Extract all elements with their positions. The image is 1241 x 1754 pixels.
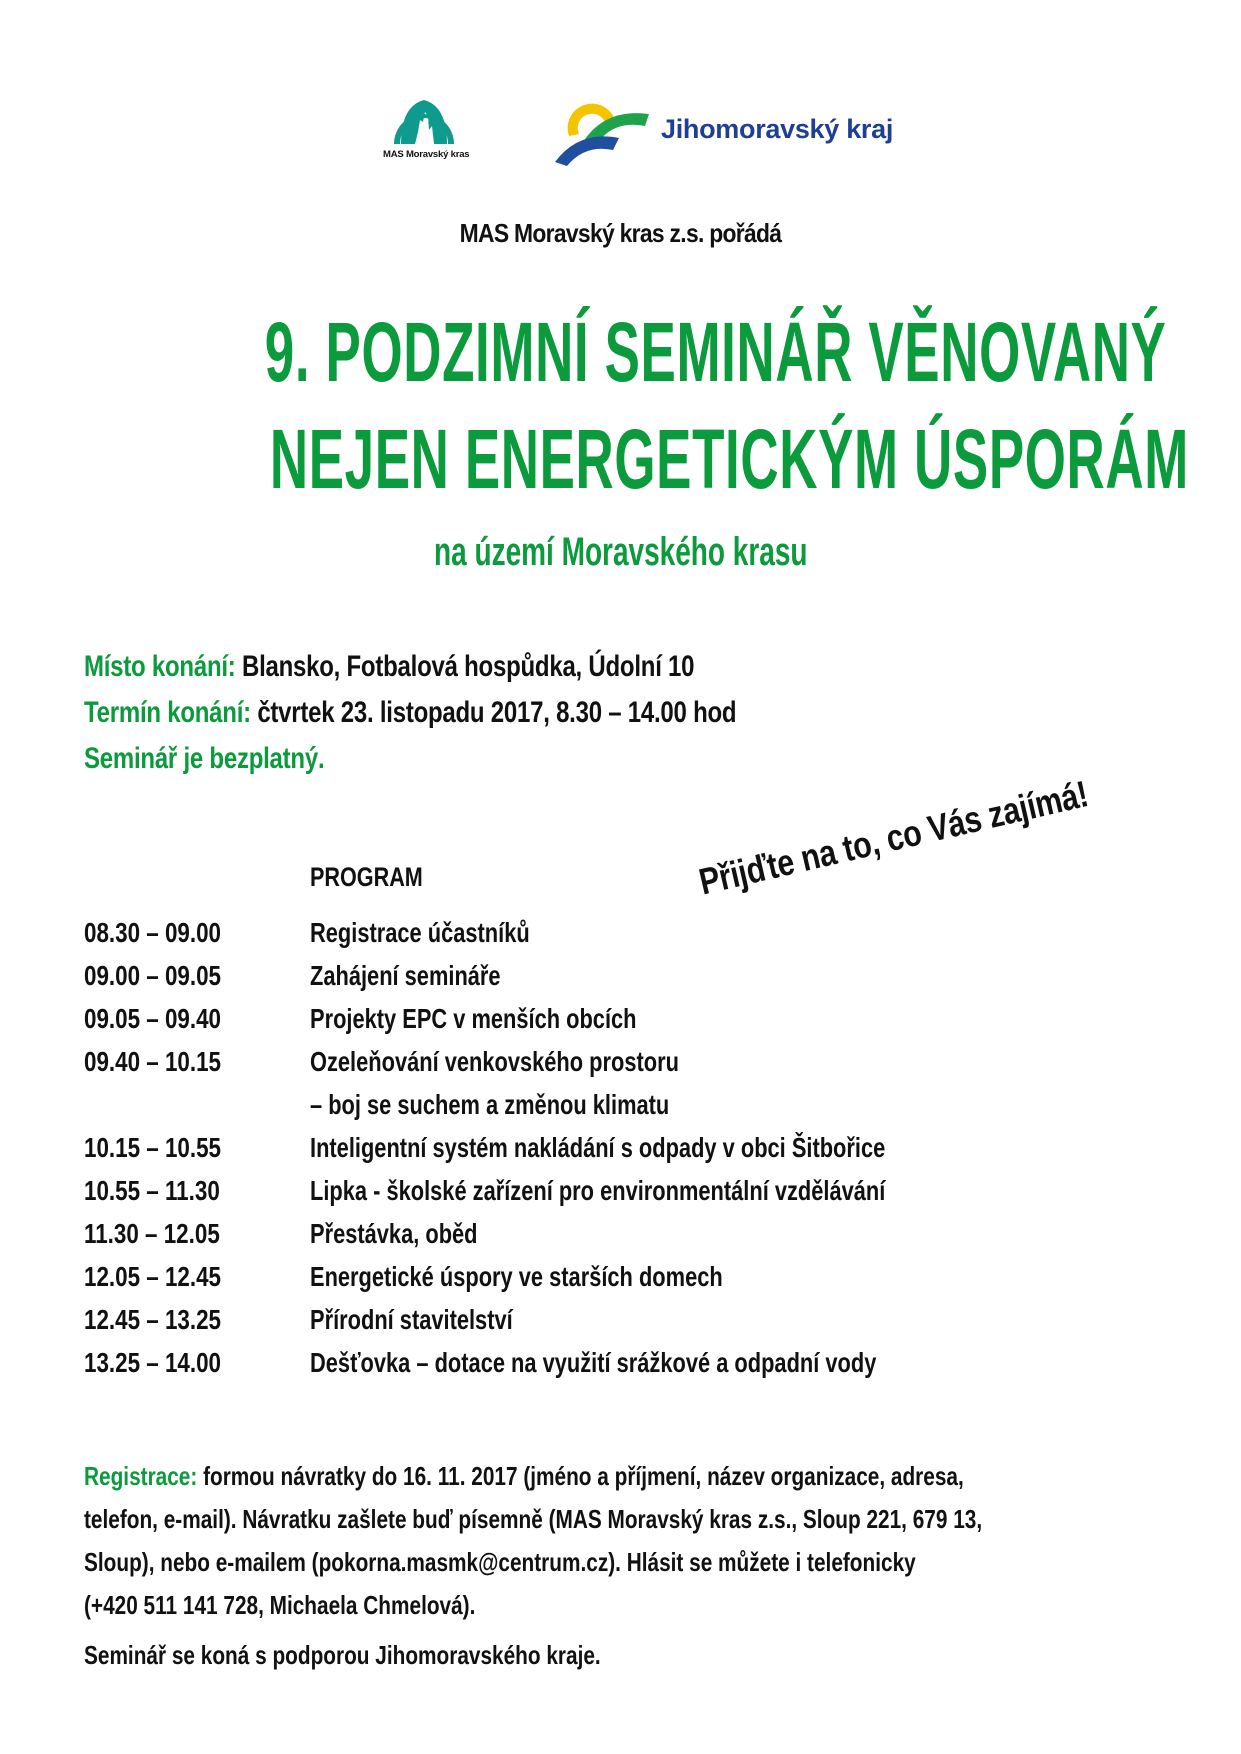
program-topic: Přestávka, oběd — [310, 1218, 478, 1249]
program-time: 12.05 – 12.45 — [84, 1261, 222, 1292]
program-time: 09.05 – 09.40 — [84, 1003, 222, 1034]
program-topic: Přírodní stavitelství — [310, 1304, 513, 1335]
program-time: 08.30 – 09.00 — [84, 917, 222, 948]
venue-value: Blansko, Fotbalová hospůdka, Údolní 10 — [235, 650, 695, 683]
callout-slogan: Přijďte na to, co Vás zajímá! — [695, 773, 1092, 903]
title-line-1-text: 9. PODZIMNÍ SEMINÁŘ VĚNOVANÝ — [264, 305, 1167, 399]
program-time: 10.55 – 11.30 — [84, 1175, 220, 1206]
subtitle-text: na území Moravského krasu — [433, 530, 808, 574]
program-topic: Dešťovka – dotace na využití srážkové a odpadní vody — [310, 1347, 877, 1378]
registration-line-4: (+420 511 141 728, Michaela Chmelová). — [84, 1590, 476, 1620]
subtitle — [0, 530, 1241, 575]
date-value: čtvrtek 23. listopadu 2017, 8.30 – 14.00 hod — [250, 696, 737, 729]
mas-cave-emblem-icon — [388, 86, 460, 148]
program-topic: Lipka - školské zařízení pro environmentální vzdělávání — [310, 1175, 886, 1206]
program-row — [84, 1304, 1084, 1347]
program-heading: PROGRAM — [310, 862, 423, 892]
venue-line — [84, 650, 694, 684]
program-time: 12.45 – 13.25 — [84, 1304, 222, 1335]
title-line-2-text: NEJEN ENERGETICKÝM ÚSPORÁM — [269, 412, 1189, 506]
program-row — [84, 1132, 1084, 1175]
program-time: 13.25 – 14.00 — [84, 1347, 222, 1378]
registration-label: Registrace: — [84, 1461, 198, 1491]
program-topic: Projekty EPC v menších obcích — [310, 1003, 637, 1034]
program-topic: Ozeleňování venkovského prostoru — [310, 1046, 679, 1077]
title-line-1 — [0, 305, 1241, 399]
program-row — [84, 960, 1084, 1003]
registration-paragraph — [84, 1455, 1124, 1627]
email-link[interactable]: pokorna.masmk@centrum.cz — [318, 1547, 609, 1577]
program-topic: Registrace účastníků — [310, 917, 530, 948]
mas-logo-label: MAS Moravský kras — [383, 149, 470, 160]
program-time: 10.15 – 10.55 — [84, 1132, 222, 1163]
registration-line-3 — [84, 1541, 1124, 1584]
program-time: 11.30 – 12.05 — [84, 1218, 220, 1249]
date-line — [84, 696, 736, 730]
registration-line-1 — [84, 1455, 1124, 1498]
organizer-line: MAS Moravský kras z.s. pořádá — [459, 218, 782, 248]
program-topic: – boj se suchem a změnou klimatu — [310, 1089, 670, 1120]
program-topic: Zahájení semináře — [310, 960, 501, 991]
program-row — [84, 1218, 1084, 1261]
program-row — [84, 917, 1084, 960]
program-row — [84, 1046, 1084, 1089]
title-line-2 — [0, 412, 1241, 506]
program-time: 09.40 – 10.15 — [84, 1046, 222, 1077]
program-time: 09.00 – 09.05 — [84, 960, 222, 991]
free-note: Seminář je bezplatný. — [84, 742, 325, 775]
jmk-arcs-emblem-icon — [553, 86, 653, 166]
program-row — [84, 1261, 1084, 1304]
date-label: Termín konání: — [84, 696, 251, 729]
program-row — [84, 1003, 1084, 1046]
registration-text: Sloup), nebo e-mailem ( — [84, 1547, 319, 1577]
registration-text: ). Hlásit se můžete i telefonicky — [608, 1547, 916, 1577]
registration-text: formou návratky do 16. 11. 2017 (jméno a příjmení, název organizace, adresa, — [197, 1461, 964, 1491]
program-row-continuation — [84, 1089, 1084, 1132]
support-note: Seminář se koná s podporou Jihomoravského kraje. — [84, 1640, 601, 1670]
program-schedule — [84, 917, 1084, 1390]
program-row — [84, 1175, 1084, 1218]
program-topic: Energetické úspory ve starších domech — [310, 1261, 723, 1292]
mas-moravsky-kras-logo — [383, 86, 470, 166]
jihomoravsky-kraj-logo — [553, 86, 933, 166]
venue-label: Místo konání: — [84, 650, 236, 683]
registration-line-2: telefon, e-mail). Návratku zašlete buď písemně (MAS Moravský kras z.s., Sloup 221, 679 13, — [84, 1504, 983, 1534]
program-topic: Inteligentní systém nakládání s odpady v obci Šitbořice — [310, 1132, 886, 1163]
jmk-logo-label: Jihomoravský kraj — [661, 114, 894, 144]
program-row — [84, 1347, 1084, 1390]
